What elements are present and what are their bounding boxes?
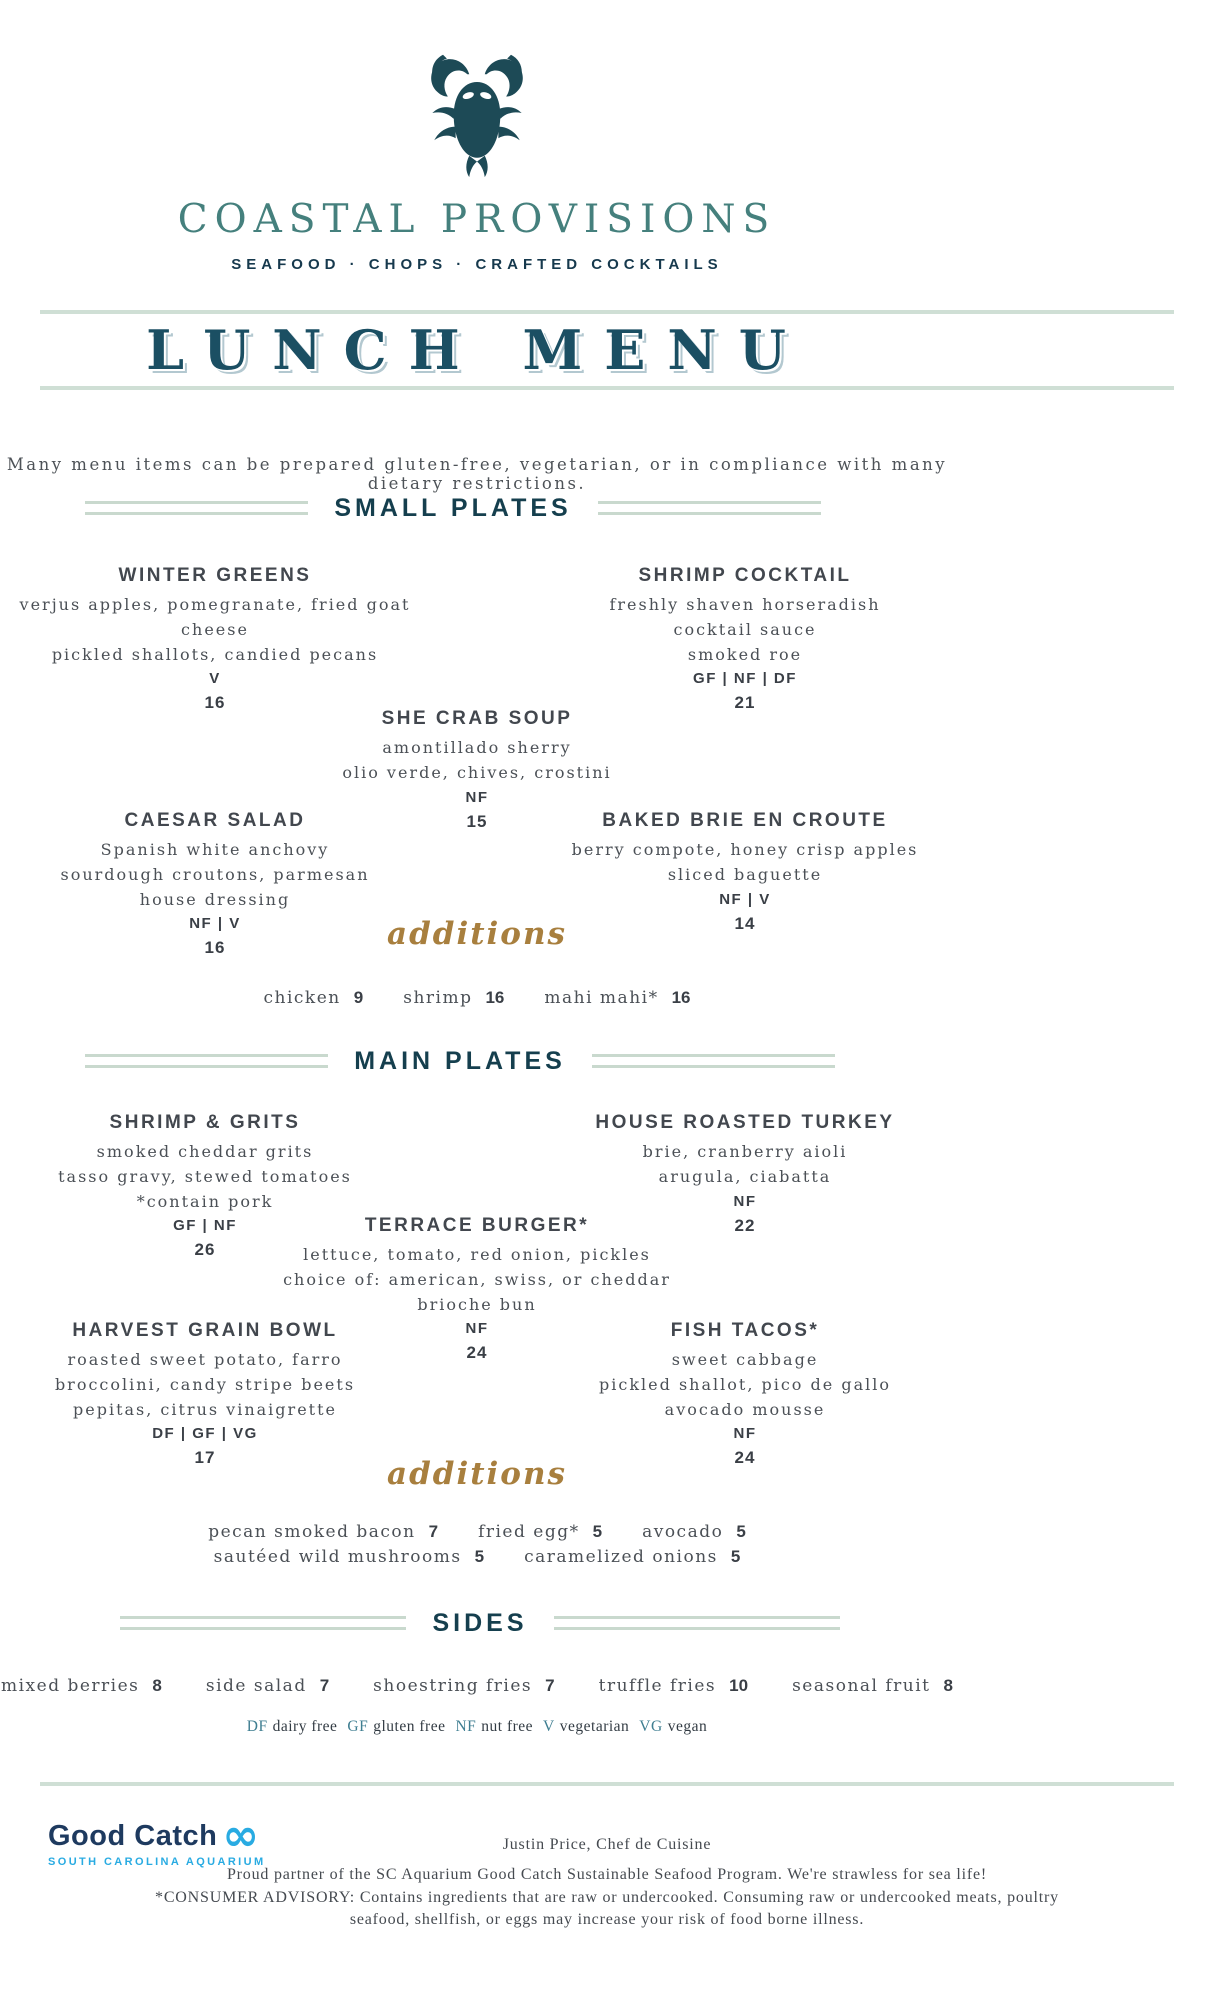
item-dietary-codes: NF xyxy=(733,1425,757,1443)
item-desc-line: smoked roe xyxy=(687,644,803,664)
addition-name: pecan smoked bacon xyxy=(208,1522,416,1542)
brand-header xyxy=(0,48,954,273)
advisory-line-1: *CONSUMER ADVISORY: Contains ingredients that are raw or undercooked. Consuming raw or undercooked meats, poultry xyxy=(155,1889,1059,1906)
section-label: SIDES xyxy=(432,1608,528,1637)
addition-price: 9 xyxy=(353,988,364,1007)
addition-price: 7 xyxy=(428,1522,439,1541)
side-entry xyxy=(792,1676,953,1696)
addition-price: 5 xyxy=(592,1522,603,1541)
addition-name: chicken xyxy=(263,988,341,1008)
legend-label: dairy free xyxy=(272,1718,338,1735)
item-desc-line: amontillado sherry xyxy=(382,738,572,757)
item-dietary-codes: DF | GF | VG xyxy=(152,1425,258,1443)
addition-name: caramelized onions xyxy=(524,1547,718,1567)
restaurant-name: COASTAL PROVISIONS xyxy=(177,197,777,242)
advisory-line-2: seafood, shellfish, or eggs may increase your risk of food borne illness. xyxy=(349,1911,865,1928)
item-desc-line: pickled shallot, pico de gallo xyxy=(599,1374,891,1394)
item-name: BAKED BRIE EN CROUTE xyxy=(602,810,888,831)
small-plates-additions-row xyxy=(0,988,954,1008)
side-name: mixed berries xyxy=(0,1676,140,1696)
menu-item-fish-tacos xyxy=(525,1320,965,1468)
addition-name: fried egg* xyxy=(478,1522,580,1542)
item-name: TERRACE BURGER* xyxy=(364,1215,590,1236)
side-entry xyxy=(1,1676,162,1696)
addition-entry xyxy=(478,1522,602,1542)
item-dietary-codes: NF xyxy=(733,1192,757,1210)
item-price: 14 xyxy=(734,913,756,933)
item-price: 16 xyxy=(204,938,226,958)
item-price: 16 xyxy=(204,693,226,713)
chef-line: Justin Price, Chef de Cuisine xyxy=(502,1836,712,1853)
menu-item-harvest-grain-bowl xyxy=(0,1320,410,1468)
addition-price: 16 xyxy=(485,988,505,1007)
decorative-line xyxy=(598,501,821,515)
additions-heading: additions xyxy=(387,916,567,952)
legend-label: gluten free xyxy=(373,1718,446,1735)
item-dietary-codes: NF xyxy=(465,788,489,806)
item-name: HOUSE ROASTED TURKEY xyxy=(595,1112,895,1133)
item-desc-line: freshly shaven horseradish xyxy=(609,595,881,614)
addition-entry xyxy=(544,988,690,1008)
item-desc-line: *contain pork xyxy=(136,1191,274,1211)
crab-logo-icon xyxy=(419,48,535,187)
main-plates-additions-row-2 xyxy=(0,1547,954,1567)
item-desc-line: lettuce, tomato, red onion, pickles xyxy=(303,1245,651,1264)
intro-text: Many menu items can be prepared gluten-free, vegetarian, or in compliance with many dietary restrictions. xyxy=(6,454,948,493)
side-entry xyxy=(206,1676,329,1696)
side-price: 8 xyxy=(943,1676,953,1695)
section-label: MAIN PLATES xyxy=(354,1046,566,1075)
legend-item xyxy=(543,1718,629,1736)
item-price: 17 xyxy=(194,1448,216,1468)
infinity-fish-icon: ∞ xyxy=(222,1810,259,1862)
main-plates-additions-row-1 xyxy=(0,1522,954,1542)
item-desc-line: brie, cranberry aioli xyxy=(642,1142,848,1161)
item-desc-line: tasso gravy, stewed tomatoes xyxy=(58,1166,352,1186)
item-desc-line: house dressing xyxy=(139,889,291,909)
item-price: 22 xyxy=(734,1215,756,1235)
item-desc-line: verjus apples, pomegranate, fried goat cheese xyxy=(19,595,411,639)
decorative-line xyxy=(85,501,308,515)
legend-code: GF xyxy=(347,1718,369,1735)
addition-entry xyxy=(524,1547,740,1567)
legend-item xyxy=(247,1718,338,1736)
legend-item xyxy=(455,1718,533,1736)
item-desc-line: sliced baguette xyxy=(667,864,823,884)
section-header-main-plates xyxy=(85,1040,835,1082)
side-price: 7 xyxy=(545,1676,555,1695)
legend-label: nut free xyxy=(481,1718,534,1735)
side-entry xyxy=(599,1676,748,1696)
restaurant-tagline: SEAFOOD · CHOPS · CRAFTED COCKTAILS xyxy=(231,256,723,273)
decorative-line xyxy=(120,1616,406,1630)
item-price: 24 xyxy=(466,1343,488,1363)
section-header-small-plates xyxy=(85,487,821,529)
legend-code: V xyxy=(543,1718,555,1735)
side-price: 10 xyxy=(729,1676,749,1695)
menu-item-winter-greens xyxy=(0,565,430,713)
item-desc-line: Spanish white anchovy xyxy=(100,840,330,859)
item-desc-line: cocktail sauce xyxy=(673,619,817,639)
item-dietary-codes: GF | NF xyxy=(173,1217,237,1235)
legend-item xyxy=(639,1718,707,1736)
item-desc-line: smoked cheddar grits xyxy=(96,1142,314,1161)
addition-price: 5 xyxy=(736,1522,746,1541)
side-name: side salad xyxy=(205,1676,307,1696)
decorative-line xyxy=(85,1054,328,1068)
item-desc-line: roasted sweet potato, farro xyxy=(67,1350,343,1369)
item-name: SHRIMP COCKTAIL xyxy=(638,565,852,586)
item-price: 21 xyxy=(734,693,756,713)
addition-entry xyxy=(264,988,364,1008)
addition-entry xyxy=(208,1522,438,1542)
legend-code: NF xyxy=(455,1718,477,1735)
section-header-sides xyxy=(120,1602,840,1644)
legend-item xyxy=(347,1718,445,1736)
side-name: seasonal fruit xyxy=(792,1676,931,1696)
addition-name: avocado xyxy=(642,1522,724,1542)
item-name: WINTER GREENS xyxy=(118,565,312,586)
item-desc-line: brioche bun xyxy=(417,1294,537,1314)
item-name: CAESAR SALAD xyxy=(124,810,306,831)
side-name: shoestring fries xyxy=(373,1676,533,1696)
legend-label: vegetarian xyxy=(559,1718,630,1735)
menu-title: LUNCH MENU xyxy=(146,318,808,382)
addition-price: 5 xyxy=(730,1547,741,1566)
item-dietary-codes: V xyxy=(209,670,221,688)
addition-entry xyxy=(642,1522,746,1542)
section-label: SMALL PLATES xyxy=(334,493,572,522)
item-desc-line: arugula, ciabatta xyxy=(658,1166,832,1186)
addition-entry xyxy=(214,1547,484,1567)
item-dietary-codes: NF | V xyxy=(719,890,771,908)
item-desc-line: sweet cabbage xyxy=(671,1350,819,1369)
item-price: 24 xyxy=(734,1448,756,1468)
decorative-line xyxy=(554,1616,840,1630)
item-dietary-codes: NF xyxy=(465,1320,489,1338)
side-name: truffle fries xyxy=(598,1676,717,1696)
item-price: 26 xyxy=(194,1240,216,1260)
divider-under-title xyxy=(40,386,1174,390)
footer-divider xyxy=(40,1782,1174,1786)
legend-label: vegan xyxy=(667,1718,708,1735)
item-desc-line: berry compote, honey crisp apples xyxy=(571,840,919,859)
side-price: 7 xyxy=(319,1676,330,1695)
item-price: 15 xyxy=(466,811,488,831)
item-desc-line: broccolini, candy stripe beets xyxy=(54,1374,356,1394)
addition-price: 5 xyxy=(474,1547,485,1566)
item-desc-line: pepitas, citrus vinaigrette xyxy=(73,1399,337,1419)
item-desc-line: choice of: american, swiss, or cheddar xyxy=(283,1269,671,1289)
item-desc-line: sourdough croutons, parmesan xyxy=(60,864,370,884)
sides-row xyxy=(0,1676,954,1696)
side-price: 8 xyxy=(152,1676,162,1695)
decorative-line xyxy=(592,1054,835,1068)
item-name: SHRIMP & GRITS xyxy=(109,1112,301,1133)
addition-entry xyxy=(403,988,504,1008)
item-dietary-codes: NF | V xyxy=(189,915,241,933)
partner-line: Proud partner of the SC Aquarium Good Catch Sustainable Seafood Program. We're strawless for sea life! xyxy=(226,1866,988,1883)
item-desc-line: avocado mousse xyxy=(664,1399,826,1419)
item-name: SHE CRAB SOUP xyxy=(381,708,573,729)
legend-code: VG xyxy=(639,1718,663,1735)
addition-name: sautéed wild mushrooms xyxy=(213,1547,462,1567)
divider-top xyxy=(40,310,1174,314)
item-dietary-codes: GF | NF | DF xyxy=(693,670,797,688)
legend-code: DF xyxy=(246,1718,268,1735)
item-name: HARVEST GRAIN BOWL xyxy=(72,1320,338,1341)
additions-heading: additions xyxy=(387,1456,567,1492)
addition-name: mahi mahi* xyxy=(544,988,659,1008)
dietary-legend xyxy=(0,1718,954,1736)
addition-price: 16 xyxy=(671,988,691,1007)
addition-name: shrimp xyxy=(403,988,473,1008)
item-name: FISH TACOS* xyxy=(670,1320,820,1341)
good-catch-name: Good Catch xyxy=(48,1820,218,1852)
item-desc-line: olio verde, chives, crostini xyxy=(342,762,612,782)
good-catch-subtitle: SOUTH CAROLINA AQUARIUM xyxy=(48,1856,266,1868)
menu-item-shrimp-cocktail xyxy=(525,565,965,713)
side-entry xyxy=(373,1676,554,1696)
item-desc-line: pickled shallots, candied pecans xyxy=(51,644,379,664)
